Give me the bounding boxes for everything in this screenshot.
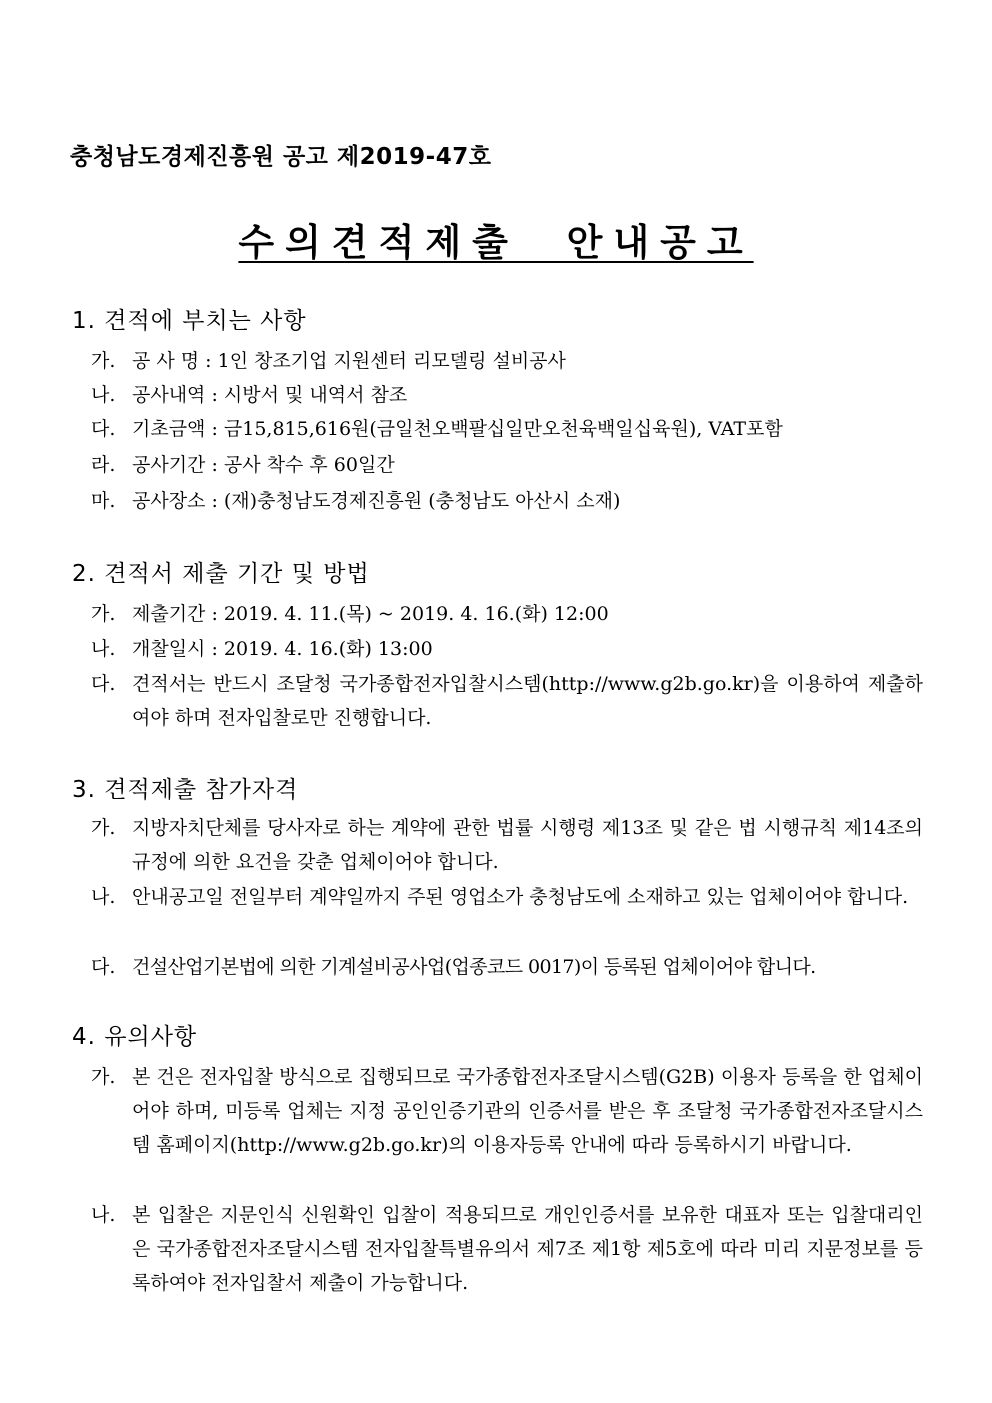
section-3-item-b	[91, 880, 923, 914]
item-marker: 가.	[91, 350, 116, 372]
section-1-heading: 1. 견적에 부치는 사항	[72, 308, 307, 334]
item-marker: 다.	[91, 956, 116, 978]
section-1-item-a	[91, 344, 923, 378]
item-marker: 가.	[91, 603, 116, 625]
item-text: 공 사 명 : 1인 창조기업 지원센터 리모델링 설비공사	[132, 350, 566, 372]
section-4-heading: 4. 유의사항	[72, 1024, 198, 1050]
section-2-item-a	[91, 597, 923, 631]
item-marker: 마.	[91, 490, 116, 512]
item-text: 개찰일시 : 2019. 4. 16.(화) 13:00	[132, 638, 433, 660]
section-1-item-d	[91, 448, 923, 482]
section-3-item-c	[91, 950, 923, 984]
item-text: 건설산업기본법에 의한 기계설비공사업(업종코드 0017)이 등록된 업체이어야 합니다.	[132, 956, 816, 978]
item-text: 공사장소 : (재)충청남도경제진흥원 (충청남도 아산시 소재)	[132, 490, 621, 512]
item-marker: 나.	[91, 1204, 116, 1226]
item-text: 공사기간 : 공사 착수 후 60일간	[132, 454, 395, 476]
item-text: 견적서는 반드시 조달청 국가종합전자입찰시스템(http://www.g2b.go.kr)을 이용하여 제출하여야 하며 전자입찰로만 진행합니다.	[132, 673, 923, 729]
item-marker: 나.	[91, 886, 116, 908]
item-text: 기초금액 : 금15,815,616원(금일천오백팔십일만오천육백일십육원), VAT포함	[132, 418, 783, 440]
title-wrapper	[0, 212, 992, 266]
item-text: 제출기간 : 2019. 4. 11.(목) ~ 2019. 4. 16.(화) 12:00	[132, 603, 609, 625]
section-4-item-b	[91, 1198, 923, 1300]
item-text: 공사내역 : 시방서 및 내역서 참조	[132, 384, 408, 406]
document-title: 수의견적제출 안내공고	[238, 221, 754, 264]
item-marker: 라.	[91, 454, 116, 476]
item-marker: 나.	[91, 384, 116, 406]
section-2-item-b	[91, 632, 923, 666]
item-marker: 가.	[91, 1066, 116, 1088]
item-marker: 다.	[91, 673, 116, 695]
item-text: 본 건은 전자입찰 방식으로 집행되므로 국가종합전자조달시스템(G2B) 이용자 등록을 한 업체이어야 하며, 미등록 업체는 지정 공인인증기관의 인증서를 받은 후 조달청 국가종합전자조달시스템 홈페이지(http://www.g2b.go.kr)의 이용자등록 안내에 따라 등록하시기 바랍니다.	[132, 1066, 923, 1156]
item-text: 안내공고일 전일부터 계약일까지 주된 영업소가 충청남도에 소재하고 있는 업체이어야 합니다.	[132, 886, 909, 908]
item-marker: 나.	[91, 638, 116, 660]
section-1-item-e	[91, 484, 923, 518]
section-1-item-b	[91, 378, 923, 412]
section-1-item-c	[91, 412, 923, 446]
section-4-item-a	[91, 1060, 923, 1162]
section-2-item-c	[91, 667, 923, 735]
item-text: 지방자치단체를 당사자로 하는 계약에 관한 법률 시행령 제13조 및 같은 법 시행규칙 제14조의 규정에 의한 요건을 갖춘 업체이어야 합니다.	[132, 817, 923, 873]
section-3-item-a	[91, 811, 923, 879]
section-2-heading: 2. 견적서 제출 기간 및 방법	[72, 561, 370, 587]
item-text: 본 입찰은 지문인식 신원확인 입찰이 적용되므로 개인인증서를 보유한 대표자 또는 입찰대리인은 국가종합전자조달시스템 전자입찰특별유의서 제7조 제1항 제5호에 따라 미리 지문정보를 등록하여야 전자입찰서 제출이 가능합니다.	[132, 1204, 923, 1294]
notice-number: 충청남도경제진흥원 공고 제2019-47호	[70, 144, 492, 170]
item-marker: 다.	[91, 418, 116, 440]
item-marker: 가.	[91, 817, 116, 839]
section-3-heading: 3. 견적제출 참가자격	[72, 777, 299, 803]
